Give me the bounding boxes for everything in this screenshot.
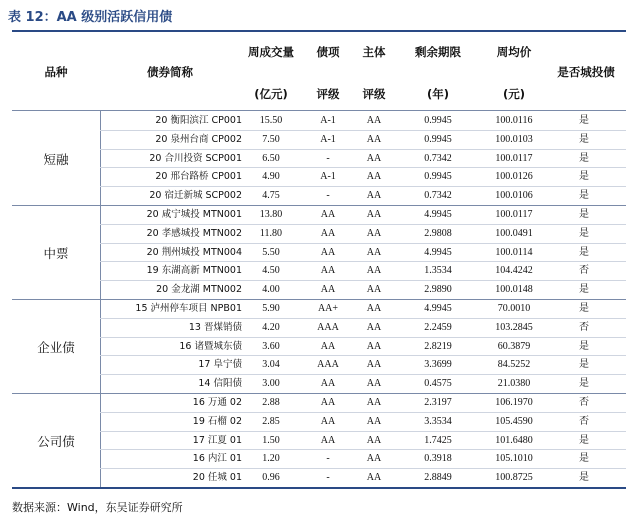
cell-term: 0.4575 — [424, 378, 452, 390]
cell-volume: 1.20 — [262, 453, 280, 465]
cell-issuer-rating: AA — [366, 190, 382, 202]
cell-name: 20 孝感城投 MTN002 — [146, 227, 242, 239]
cell-name: 13 晋煤销债 — [188, 321, 242, 333]
cell-city-invest: 是 — [579, 284, 589, 296]
cell-price: 100.0114 — [495, 246, 533, 258]
cell-volume: 15.50 — [259, 115, 283, 126]
cell-issuer-rating: AA — [366, 453, 382, 465]
header-term-1: 剩余期限 — [415, 45, 461, 59]
cell-name: 14 信阳债 — [198, 378, 242, 390]
cell-bond-rating: A-1 — [320, 171, 336, 183]
cell-term: 2.2459 — [424, 321, 452, 333]
cell-volume: 13.80 — [259, 209, 283, 220]
cell-issuer-rating: AA — [366, 321, 382, 333]
cell-volume: 5.90 — [262, 303, 280, 314]
header-issuer-rating-1: 主体 — [362, 45, 386, 59]
cell-issuer-rating: AA — [366, 359, 382, 371]
bottom-rule — [12, 487, 626, 489]
cell-city-invest: 是 — [579, 171, 589, 183]
cell-volume: 3.60 — [262, 340, 280, 352]
cell-issuer-rating: AA — [366, 133, 382, 145]
cell-name: 20 衡阳滨江 CP001 — [155, 115, 242, 126]
cell-name: 20 荆州城投 MTN004 — [146, 246, 242, 258]
cell-bond-rating: AA — [320, 227, 336, 239]
cell-city-invest: 是 — [579, 190, 589, 202]
source-note: 数据来源：Wind，东吴证券研究所 — [12, 501, 183, 514]
cell-price: 100.0103 — [495, 133, 533, 145]
cell-bond-rating: AA — [320, 415, 336, 427]
cell-issuer-rating: AA — [366, 152, 382, 164]
header-price-1: 周均价 — [496, 45, 532, 59]
cell-term: 0.7342 — [424, 152, 452, 164]
cell-name: 16 诸暨城东债 — [179, 340, 242, 352]
cell-name: 16 万通 02 — [192, 397, 242, 408]
cell-price: 100.0117 — [495, 209, 533, 220]
cell-issuer-rating: AA — [366, 434, 382, 446]
cell-price: 100.0106 — [495, 190, 533, 202]
cell-bond-rating: A-1 — [320, 115, 336, 126]
cell-price: 105.1010 — [495, 453, 533, 465]
cell-bond-rating: - — [326, 472, 330, 484]
cell-term: 2.3197 — [424, 397, 452, 408]
category-label: 公司债 — [37, 434, 75, 449]
cell-name: 17 阜宁债 — [198, 359, 242, 371]
cell-city-invest: 是 — [579, 340, 589, 352]
cell-term: 3.3534 — [424, 415, 452, 427]
cell-term: 2.8849 — [424, 472, 452, 484]
cell-city-invest: 是 — [579, 133, 589, 145]
top-rule — [12, 30, 626, 32]
cell-name: 20 金龙湖 MTN002 — [156, 284, 242, 296]
cell-name: 20 合川投资 SCP001 — [149, 152, 242, 164]
cell-price: 70.0010 — [497, 303, 531, 314]
cell-issuer-rating: AA — [366, 265, 382, 277]
cell-price: 103.2845 — [495, 321, 533, 333]
cell-bond-rating: - — [326, 190, 330, 202]
cell-name: 19 石榴 02 — [192, 415, 242, 427]
cell-volume: 3.04 — [262, 359, 280, 371]
cell-issuer-rating: AA — [366, 115, 382, 126]
cell-bond-rating: - — [326, 152, 330, 164]
cell-city-invest: 是 — [579, 378, 589, 390]
cell-issuer-rating: AA — [366, 340, 382, 352]
cell-volume: 5.50 — [262, 246, 280, 258]
cell-bond-rating: AAA — [317, 359, 339, 371]
cell-city-invest: 否 — [579, 321, 589, 333]
cell-bond-rating: - — [326, 453, 330, 465]
cell-volume: 1.50 — [262, 434, 280, 446]
cell-city-invest: 否 — [579, 265, 589, 277]
cell-city-invest: 是 — [579, 246, 589, 258]
cell-bond-rating: AA — [320, 246, 336, 258]
cell-price: 104.4242 — [495, 265, 533, 277]
cell-term: 3.3699 — [424, 359, 452, 371]
header-city-invest: 是否城投债 — [557, 65, 615, 79]
cell-volume: 4.90 — [262, 171, 280, 183]
category-label: 企业债 — [37, 340, 75, 355]
cell-price: 101.6480 — [495, 434, 533, 446]
header-term-2: (年) — [426, 87, 449, 101]
cell-bond-rating: AAA — [317, 321, 339, 333]
cell-issuer-rating: AA — [366, 397, 382, 408]
header-volume-2: (亿元) — [254, 87, 288, 101]
cell-city-invest: 否 — [579, 415, 589, 427]
cell-price: 100.0126 — [495, 171, 533, 183]
category-label: 短融 — [43, 152, 69, 167]
cell-name: 15 泸州停车项目 NPB01 — [135, 303, 242, 314]
cell-bond-rating: A-1 — [320, 133, 336, 145]
cell-bond-rating: AA — [320, 265, 336, 277]
header-name: 债券简称 — [147, 65, 193, 79]
cell-city-invest: 是 — [579, 227, 589, 239]
cell-price: 100.0491 — [495, 227, 533, 239]
cell-name: 20 泉州台商 CP002 — [155, 133, 242, 145]
header-bond-rating-1: 债项 — [316, 45, 340, 59]
cell-price: 100.8725 — [495, 472, 533, 484]
cell-bond-rating: AA+ — [317, 303, 339, 314]
cell-issuer-rating: AA — [366, 472, 382, 484]
cell-term: 1.3534 — [424, 265, 452, 277]
cell-volume: 4.75 — [262, 190, 280, 202]
cell-issuer-rating: AA — [366, 284, 382, 296]
cell-name: 20 宿迁新城 SCP002 — [149, 190, 242, 202]
cell-term: 0.7342 — [424, 190, 452, 202]
cell-city-invest: 是 — [579, 472, 589, 484]
cell-term: 0.3918 — [424, 453, 452, 465]
cell-bond-rating: AA — [320, 209, 336, 220]
cell-volume: 4.00 — [262, 284, 280, 296]
cell-price: 105.4590 — [495, 415, 533, 427]
cell-volume: 2.88 — [262, 397, 280, 408]
cell-city-invest: 是 — [579, 152, 589, 164]
cell-name: 20 邢台路桥 CP001 — [155, 171, 242, 183]
cell-volume: 3.00 — [262, 378, 280, 390]
cell-price: 100.0116 — [495, 115, 533, 126]
cell-city-invest: 是 — [579, 115, 589, 126]
cell-term: 4.9945 — [424, 246, 452, 258]
header-issuer-rating-2: 评级 — [362, 87, 386, 101]
cell-price: 106.1970 — [495, 397, 533, 408]
cell-issuer-rating: AA — [366, 378, 382, 390]
cell-name: 19 东湖高新 MTN001 — [146, 265, 242, 277]
cell-term: 1.7425 — [424, 434, 452, 446]
cell-term: 0.9945 — [424, 115, 452, 126]
cell-term: 0.9945 — [424, 133, 452, 145]
cell-city-invest: 是 — [579, 434, 589, 446]
cell-volume: 6.50 — [262, 152, 280, 164]
cell-price: 60.3879 — [497, 340, 531, 352]
cell-city-invest: 是 — [579, 453, 589, 465]
cell-price: 84.5252 — [497, 359, 531, 371]
cell-issuer-rating: AA — [366, 415, 382, 427]
cell-bond-rating: AA — [320, 378, 336, 390]
cell-term: 2.9890 — [424, 284, 452, 296]
cell-term: 2.9808 — [424, 227, 452, 239]
cell-term: 2.8219 — [424, 340, 452, 352]
cell-city-invest: 是 — [579, 303, 589, 314]
cell-bond-rating: AA — [320, 434, 336, 446]
cell-city-invest: 否 — [579, 397, 589, 408]
cell-issuer-rating: AA — [366, 303, 382, 314]
cell-name: 20 任城 01 — [192, 472, 242, 484]
cell-price: 100.0117 — [495, 152, 533, 164]
cell-issuer-rating: AA — [366, 246, 382, 258]
cell-price: 100.0148 — [495, 284, 533, 296]
cell-issuer-rating: AA — [366, 227, 382, 239]
cell-name: 17 江夏 01 — [192, 434, 242, 446]
cell-bond-rating: AA — [320, 284, 336, 296]
cell-volume: 4.20 — [262, 321, 280, 333]
cell-term: 0.9945 — [424, 171, 452, 183]
table-title: 表 12：AA 级别活跃信用债 — [8, 10, 173, 25]
cell-volume: 11.80 — [259, 227, 283, 239]
cell-term: 4.9945 — [424, 209, 452, 220]
cell-name: 16 内江 01 — [192, 453, 242, 465]
header-bond-rating-2: 评级 — [316, 87, 340, 101]
header-category: 品种 — [44, 65, 68, 79]
cell-issuer-rating: AA — [366, 171, 382, 183]
cell-price: 21.0380 — [497, 378, 531, 390]
cell-issuer-rating: AA — [366, 209, 382, 220]
cell-volume: 2.85 — [262, 415, 280, 427]
cell-volume: 0.96 — [262, 472, 280, 484]
cell-name: 20 咸宁城投 MTN001 — [146, 209, 242, 220]
cell-term: 4.9945 — [424, 303, 452, 314]
category-label: 中票 — [43, 246, 69, 261]
cell-city-invest: 是 — [579, 209, 589, 220]
header-volume-1: 周成交量 — [248, 45, 294, 59]
cell-bond-rating: AA — [320, 340, 336, 352]
cell-volume: 7.50 — [262, 133, 280, 145]
header-price-2: (元) — [502, 87, 525, 101]
cell-volume: 4.50 — [262, 265, 280, 277]
cell-city-invest: 是 — [579, 359, 589, 371]
cell-bond-rating: AA — [320, 397, 336, 408]
